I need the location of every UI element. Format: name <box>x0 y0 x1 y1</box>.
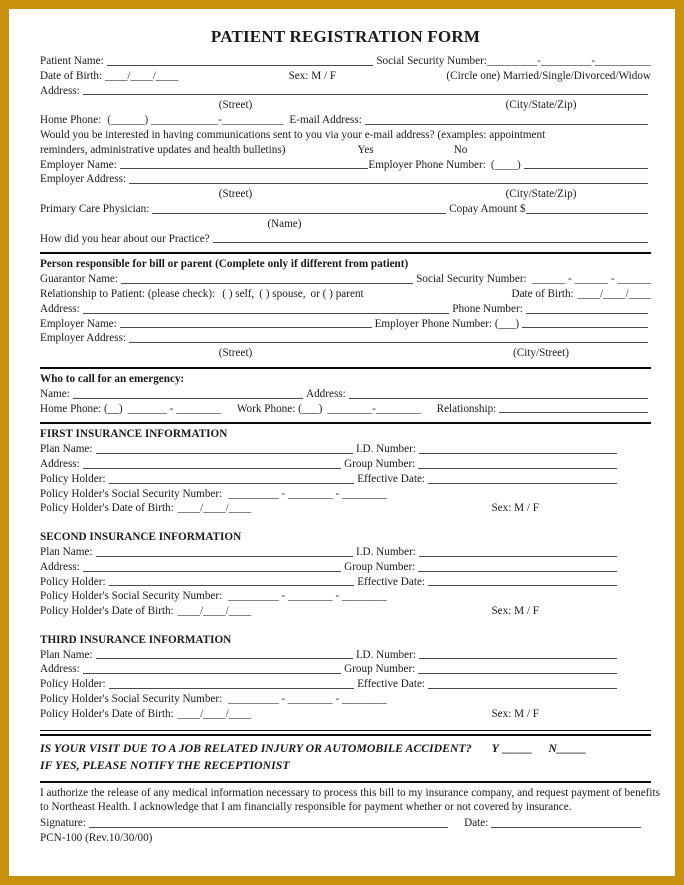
section-divider <box>40 367 651 369</box>
insurance-heading-text: SECOND INSURANCE INFORMATION <box>40 531 242 544</box>
address-row <box>40 84 651 99</box>
plan-name-row <box>40 442 651 457</box>
plan-name-row <box>40 648 651 663</box>
plan-name-label: Plan Name: <box>40 545 93 558</box>
employer-name-row <box>40 158 651 173</box>
emergency-relationship-label: Relationship: <box>436 402 497 415</box>
policy-ssn-blank[interactable]: _________ - ________ - ________ <box>228 693 387 706</box>
id-number-label: I.D. Number: <box>355 443 416 456</box>
policy-ssn-blank[interactable]: _________ - ________ - ________ <box>228 590 387 603</box>
emergency-name-row <box>40 387 651 402</box>
guarantor-employer-address-label: Employer Address: <box>40 332 127 345</box>
plan-name-line[interactable] <box>96 658 353 659</box>
effective-date-line[interactable] <box>428 585 617 586</box>
dob-label: Date of Birth: <box>40 69 103 82</box>
citystatezip-caption: (City/State/Zip) <box>505 99 577 112</box>
accident-yes-option[interactable]: Y <box>491 740 499 755</box>
policy-ssn-row <box>40 487 651 502</box>
pcp-line[interactable] <box>152 213 446 214</box>
id-number-line[interactable] <box>419 556 617 557</box>
policy-ssn-label: Policy Holder's Social Security Number: <box>40 590 223 603</box>
pcp-row <box>40 202 651 217</box>
citystreet-caption: (City/Street) <box>513 347 569 360</box>
employer-phone-line[interactable] <box>524 168 648 169</box>
group-number-label: Group Number: <box>344 457 416 470</box>
email-label: E-mail Address: <box>289 114 362 127</box>
insurance-address-label: Address: <box>40 560 80 573</box>
accident-yes-blank[interactable]: _____ <box>502 740 533 755</box>
section-divider <box>40 422 651 424</box>
insurance-address-line[interactable] <box>83 468 341 469</box>
insurance-address-row <box>40 457 651 472</box>
comm-question-text2: reminders, administrative updates and health bulletins) <box>40 143 286 156</box>
form-number-row <box>40 831 651 846</box>
relationship-label: Relationship to Patient: (please check): <box>40 287 216 300</box>
hear-about-row <box>40 232 651 247</box>
policy-holder-label: Policy Holder: <box>40 472 106 485</box>
guarantor-employer-address-line[interactable] <box>129 342 648 343</box>
policy-holder-row <box>40 472 651 487</box>
insurance-address-line[interactable] <box>83 673 341 674</box>
dob-sex-row <box>40 69 651 84</box>
insurance-address-label: Address: <box>40 457 80 470</box>
insurance-heading <box>40 633 651 648</box>
effective-date-line[interactable] <box>428 688 617 689</box>
accident-notify-text: IF YES, PLEASE NOTIFY THE RECEPTIONIST <box>40 757 290 772</box>
guarantor-heading-text: Person responsible for bill or parent (Complete only if different from patient) <box>40 258 409 271</box>
guarantor-address-row <box>40 302 651 317</box>
pcp-caption-row <box>40 217 651 232</box>
pcp-label: Primary Care Physician: <box>40 202 150 215</box>
guarantor-dob-blank[interactable]: ____/____/____ <box>577 287 651 300</box>
plan-name-line[interactable] <box>96 453 353 454</box>
emergency-name-label: Name: <box>40 387 70 400</box>
insurance-address-line[interactable] <box>83 571 341 572</box>
guarantor-name-row <box>40 272 651 287</box>
authorization-text: I authorize the release of any medical information necessary to process this bill to my insurance company, and request payment of benefits to Northeast Health. I acknowledge that I am financially responsible for payment whether or not covered by insurance. <box>40 786 660 814</box>
insurance-section-third <box>40 633 651 722</box>
patient-name-line[interactable] <box>107 65 374 66</box>
insurance-address-row <box>40 560 651 575</box>
dob-group <box>40 69 178 84</box>
policy-sex-options[interactable]: Sex: M / F <box>491 502 539 515</box>
communications-question-line2 <box>40 143 651 158</box>
sex-options[interactable]: Sex: M / F <box>288 69 337 82</box>
ssn-blank[interactable]: _________-_________-__________ <box>486 55 651 67</box>
policy-ssn-row <box>40 692 651 707</box>
guarantor-name-line[interactable] <box>121 283 413 284</box>
id-number-label: I.D. Number: <box>355 545 416 558</box>
effective-date-line[interactable] <box>428 483 617 484</box>
id-number-line[interactable] <box>419 658 617 659</box>
accident-question-row <box>40 740 651 757</box>
form-content <box>9 9 675 845</box>
policy-holder-row <box>40 575 651 590</box>
plan-name-line[interactable] <box>96 556 353 557</box>
emergency-home-phone-label: Home Phone: (__) <box>40 402 123 415</box>
plan-name-label: Plan Name: <box>40 443 93 456</box>
policy-dob-label: Policy Holder's Date of Birth: <box>40 605 174 618</box>
signature-line[interactable] <box>89 827 448 828</box>
emergency-address-label: Address: <box>306 387 346 400</box>
guarantor-employer-phone-line[interactable] <box>522 327 648 328</box>
insurance-address-label: Address: <box>40 663 80 676</box>
policy-dob-label: Policy Holder's Date of Birth: <box>40 502 174 515</box>
guarantor-address-captions <box>40 346 651 361</box>
employer-name-label: Employer Name: <box>40 158 117 171</box>
emergency-work-phone-label: Work Phone: (___) <box>236 402 323 415</box>
copay-label: Copay Amount $ <box>449 202 526 215</box>
dob-blank[interactable]: ____/____/____ <box>104 69 179 82</box>
insurance-address-row <box>40 662 651 677</box>
guarantor-ssn-blank[interactable]: ______ - ______ - ______ <box>531 273 651 286</box>
guarantor-employer-row <box>40 317 651 332</box>
accident-question-text: IS YOUR VISIT DUE TO A JOB RELATED INJURY OR AUTOMOBILE ACCIDENT? <box>40 740 472 755</box>
insurance-heading <box>40 530 651 545</box>
insurance-section-first <box>40 427 651 516</box>
policy-dob-blank[interactable]: ____/____/____ <box>177 502 252 515</box>
patient-name-label: Patient Name: <box>40 55 104 67</box>
address-captions <box>40 98 651 113</box>
guarantor-ssn-label: Social Security Number: <box>416 273 527 286</box>
employer-phone-label: Employer Phone Number: <box>368 158 486 171</box>
guarantor-dob-label: Date of Birth: <box>511 287 574 300</box>
group-number-label: Group Number: <box>344 663 416 676</box>
plan-name-row <box>40 545 651 560</box>
policy-sex-options[interactable]: Sex: M / F <box>491 707 539 720</box>
group-number-line[interactable] <box>418 468 617 469</box>
emergency-home-phone-blank[interactable]: _______ - ________ <box>127 402 221 415</box>
policy-ssn-row <box>40 589 651 604</box>
guarantor-address-label: Address: <box>40 302 80 315</box>
guarantor-employer-phone-label: Employer Phone Number: (___) <box>374 317 520 330</box>
plan-name-label: Plan Name: <box>40 648 93 661</box>
insurance-heading-text: THIRD INSURANCE INFORMATION <box>40 633 232 646</box>
marital-options[interactable]: (Circle one) Married/Single/Divorced/Widow <box>446 69 651 82</box>
guarantor-address-line[interactable] <box>83 313 450 314</box>
employer-address-row <box>40 172 651 187</box>
guarantor-employer-name-label: Employer Name: <box>40 317 117 330</box>
policy-sex-options[interactable]: Sex: M / F <box>491 605 539 618</box>
form-number-text: PCN-100 (Rev.10/30/00) <box>40 831 153 844</box>
policy-dob-label: Policy Holder's Date of Birth: <box>40 707 174 720</box>
id-number-line[interactable] <box>419 453 617 454</box>
group-number-line[interactable] <box>418 571 617 572</box>
policy-dob-row <box>40 707 651 722</box>
emergency-relationship-line[interactable] <box>499 412 648 413</box>
guarantor-employer-address-row <box>40 331 651 346</box>
guarantor-name-label: Guarantor Name: <box>40 273 118 286</box>
emergency-heading-text: Who to call for an emergency: <box>40 372 185 385</box>
address-line[interactable] <box>83 94 648 95</box>
id-number-label: I.D. Number: <box>355 648 416 661</box>
policy-holder-label: Policy Holder: <box>40 575 106 588</box>
employer-name-line[interactable] <box>120 168 369 169</box>
hear-about-label: How did you hear about our Practice? <box>40 232 210 245</box>
policy-ssn-blank[interactable]: _________ - ________ - ________ <box>228 487 387 500</box>
guarantor-phone-line[interactable] <box>526 313 648 314</box>
effective-date-label: Effective Date: <box>357 575 426 588</box>
group-number-line[interactable] <box>418 673 617 674</box>
accident-notify-row <box>40 757 651 774</box>
citystatezip-caption: (City/State/Zip) <box>505 188 577 201</box>
employer-address-line[interactable] <box>129 183 648 184</box>
accident-no-option[interactable]: N <box>548 740 557 755</box>
checkbox-spouse[interactable]: ( ) spouse, <box>259 287 306 300</box>
insurance-heading <box>40 427 651 442</box>
effective-date-label: Effective Date: <box>357 678 426 691</box>
name-caption: (Name) <box>267 217 302 230</box>
signature-label: Signature: <box>40 816 86 829</box>
policy-dob-row <box>40 604 651 619</box>
authorization-divider <box>40 781 651 783</box>
section-divider <box>40 252 651 254</box>
date-line[interactable] <box>491 827 641 828</box>
home-phone-row <box>40 113 651 128</box>
employer-address-captions <box>40 187 651 202</box>
comm-question-text1: Would you be interested in having communications sent to you via your e-mail address? (examples: appointment <box>40 128 546 141</box>
street-caption: (Street) <box>218 99 253 112</box>
emergency-heading <box>40 372 651 387</box>
home-phone-blank[interactable]: (______) ____________-___________ <box>107 114 284 127</box>
policy-ssn-label: Policy Holder's Social Security Number: <box>40 693 223 706</box>
no-option[interactable]: No <box>453 143 468 156</box>
communications-question-line1 <box>40 128 651 143</box>
ssn-label: Social Security Number: <box>376 55 487 67</box>
employer-phone-area-blank[interactable]: (____) <box>490 158 521 171</box>
form-title: PATIENT REGISTRATION FORM <box>210 27 481 46</box>
guarantor-employer-name-line[interactable] <box>120 327 372 328</box>
effective-date-label: Effective Date: <box>357 472 426 485</box>
home-phone-label: Home Phone: <box>40 114 102 127</box>
hear-about-line[interactable] <box>213 242 648 243</box>
emergency-work-phone-blank[interactable]: ________-________ <box>327 402 421 415</box>
signature-row <box>40 816 651 831</box>
emergency-phones-row <box>40 402 651 417</box>
date-label: Date: <box>464 816 489 829</box>
yes-option[interactable]: Yes <box>357 143 374 156</box>
policy-dob-blank[interactable]: ____/____/____ <box>177 707 252 720</box>
relationship-row <box>40 287 651 302</box>
policy-holder-label: Policy Holder: <box>40 678 106 691</box>
email-line[interactable] <box>365 124 648 125</box>
policy-ssn-label: Policy Holder's Social Security Number: <box>40 487 223 500</box>
street-caption: (Street) <box>218 188 253 201</box>
accident-no-blank[interactable]: _____ <box>556 740 587 755</box>
guarantor-phone-label: Phone Number: <box>452 302 523 315</box>
copay-line[interactable] <box>526 213 648 214</box>
insurance-section-second <box>40 530 651 619</box>
checkbox-parent[interactable]: or ( ) parent <box>310 287 364 300</box>
policy-dob-row <box>40 501 651 516</box>
policy-holder-line[interactable] <box>109 483 355 484</box>
policy-dob-blank[interactable]: ____/____/____ <box>177 605 252 618</box>
employer-address-label: Employer Address: <box>40 173 127 186</box>
double-divider <box>40 730 651 736</box>
address-label: Address: <box>40 84 80 97</box>
policy-holder-row <box>40 677 651 692</box>
emergency-name-line[interactable] <box>73 398 303 399</box>
insurance-heading-text: FIRST INSURANCE INFORMATION <box>40 428 228 441</box>
patient-name-row <box>40 54 651 69</box>
group-number-label: Group Number: <box>344 560 416 573</box>
policy-holder-line[interactable] <box>109 585 355 586</box>
street-caption: (Street) <box>218 347 253 360</box>
spacer <box>40 619 651 633</box>
spacer <box>40 516 651 530</box>
checkbox-self[interactable]: ( ) self, <box>222 287 255 300</box>
guarantor-heading <box>40 257 651 272</box>
emergency-address-line[interactable] <box>349 398 648 399</box>
policy-holder-line[interactable] <box>109 688 355 689</box>
